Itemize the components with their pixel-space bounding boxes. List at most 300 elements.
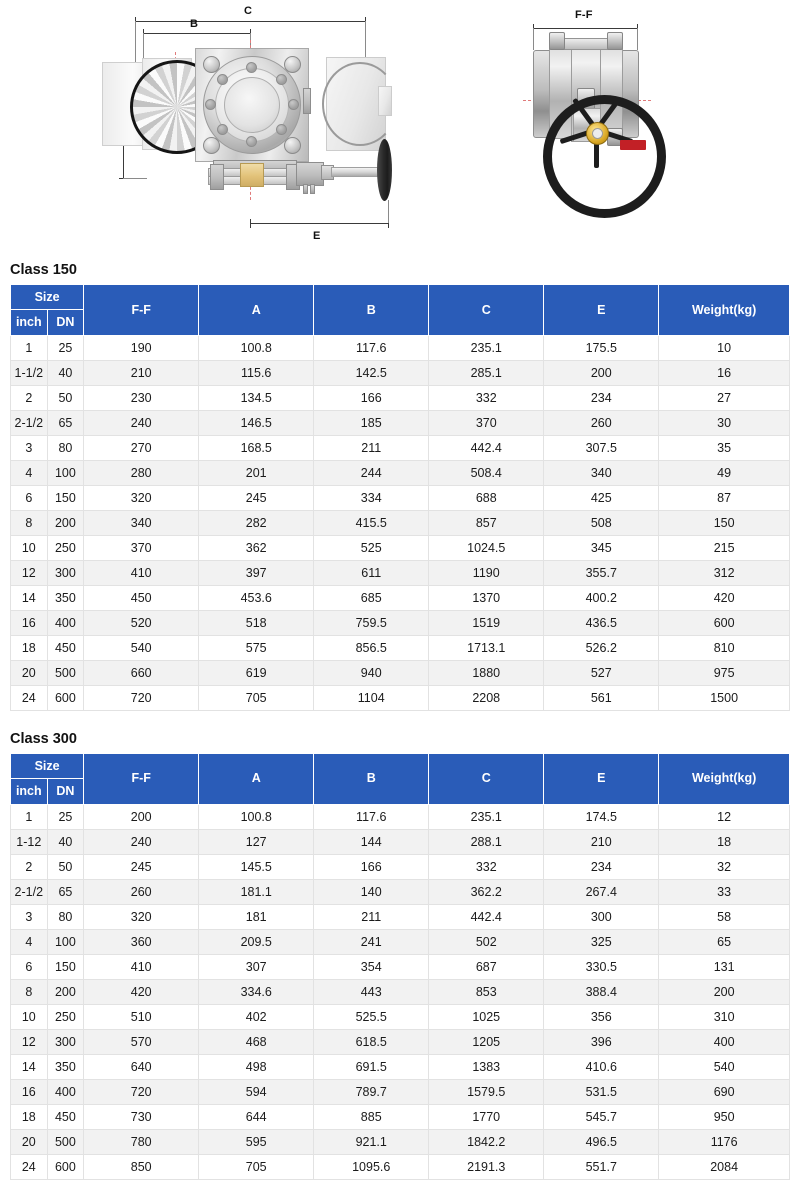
cell-weight-kg-: 215 xyxy=(659,535,790,560)
cell-inch: 1 xyxy=(11,804,48,829)
bolt-hole xyxy=(288,99,299,110)
cell-e: 436.5 xyxy=(544,610,659,635)
cell-weight-kg-: 200 xyxy=(659,979,790,1004)
table-row xyxy=(11,904,790,929)
cell-c: 1383 xyxy=(429,1054,544,1079)
cell-b: 117.6 xyxy=(314,804,429,829)
identification-tag xyxy=(620,140,646,150)
cell-weight-kg-: 310 xyxy=(659,1004,790,1029)
dimension-line-ff xyxy=(533,28,637,29)
cell-e: 400.2 xyxy=(544,585,659,610)
cell-b: 415.5 xyxy=(314,510,429,535)
cell-b: 142.5 xyxy=(314,360,429,385)
table-row xyxy=(11,660,790,685)
valve-bore xyxy=(224,77,280,133)
cell-dn: 300 xyxy=(47,560,84,585)
cell-c: 687 xyxy=(429,954,544,979)
dimension-label-e: E xyxy=(313,230,321,242)
header-dn: DN xyxy=(47,779,84,804)
cell-c: 288.1 xyxy=(429,829,544,854)
cell-dn: 50 xyxy=(47,385,84,410)
header-c: C xyxy=(429,753,544,804)
cell-dn: 250 xyxy=(47,535,84,560)
cell-f-f: 190 xyxy=(84,335,199,360)
cell-f-f: 850 xyxy=(84,1154,199,1179)
table-row xyxy=(11,854,790,879)
bolt-hole xyxy=(246,136,257,147)
cell-f-f: 780 xyxy=(84,1129,199,1154)
table-row xyxy=(11,1079,790,1104)
cell-dn: 200 xyxy=(47,979,84,1004)
cell-a: 468 xyxy=(199,1029,314,1054)
cell-a: 362 xyxy=(199,535,314,560)
table-row xyxy=(11,635,790,660)
cell-inch: 8 xyxy=(11,979,48,1004)
cell-f-f: 510 xyxy=(84,1004,199,1029)
cell-weight-kg-: 2084 xyxy=(659,1154,790,1179)
cell-inch: 1 xyxy=(11,335,48,360)
cell-a: 201 xyxy=(199,460,314,485)
dimension-line-e xyxy=(250,223,388,224)
cell-c: 442.4 xyxy=(429,435,544,460)
cell-dn: 80 xyxy=(47,904,84,929)
cell-e: 388.4 xyxy=(544,979,659,1004)
cell-e: 345 xyxy=(544,535,659,560)
cell-a: 402 xyxy=(199,1004,314,1029)
dim-tick-e-left xyxy=(250,219,251,228)
cell-e: 200 xyxy=(544,360,659,385)
table-row xyxy=(11,510,790,535)
header-b: B xyxy=(314,285,429,336)
cell-a: 115.6 xyxy=(199,360,314,385)
class-150-table xyxy=(10,284,790,711)
cell-f-f: 570 xyxy=(84,1029,199,1054)
header-weight: Weight(kg) xyxy=(659,753,790,804)
cell-b: 354 xyxy=(314,954,429,979)
cell-c: 370 xyxy=(429,410,544,435)
cell-c: 688 xyxy=(429,485,544,510)
table-row xyxy=(11,954,790,979)
cell-c: 1025 xyxy=(429,1004,544,1029)
header-b: B xyxy=(314,753,429,804)
cell-dn: 350 xyxy=(47,585,84,610)
cell-b: 443 xyxy=(314,979,429,1004)
cell-dn: 500 xyxy=(47,1129,84,1154)
cell-a: 307 xyxy=(199,954,314,979)
class-150-table-head xyxy=(11,285,790,336)
header-row-group xyxy=(11,285,790,310)
cell-b: 166 xyxy=(314,385,429,410)
cell-e: 410.6 xyxy=(544,1054,659,1079)
cell-f-f: 240 xyxy=(84,410,199,435)
cell-weight-kg-: 30 xyxy=(659,410,790,435)
cell-b: 241 xyxy=(314,929,429,954)
cell-inch: 2-1/2 xyxy=(11,410,48,435)
header-inch: inch xyxy=(11,310,48,335)
cell-weight-kg-: 1176 xyxy=(659,1129,790,1154)
header-a: A xyxy=(199,753,314,804)
cell-b: 940 xyxy=(314,660,429,685)
cell-c: 285.1 xyxy=(429,360,544,385)
cell-e: 234 xyxy=(544,385,659,410)
cell-f-f: 210 xyxy=(84,360,199,385)
table-row xyxy=(11,1004,790,1029)
cell-f-f: 230 xyxy=(84,385,199,410)
dimension-label-ff: F-F xyxy=(575,9,593,21)
cell-f-f: 360 xyxy=(84,929,199,954)
cell-inch: 2-1/2 xyxy=(11,879,48,904)
table-row xyxy=(11,385,790,410)
cell-c: 1519 xyxy=(429,610,544,635)
cell-dn: 80 xyxy=(47,435,84,460)
cell-inch: 8 xyxy=(11,510,48,535)
cell-b: 117.6 xyxy=(314,335,429,360)
cell-dn: 150 xyxy=(47,954,84,979)
table-row xyxy=(11,685,790,710)
gear-pin-b xyxy=(310,184,315,194)
cell-weight-kg-: 400 xyxy=(659,1029,790,1054)
cell-dn: 250 xyxy=(47,1004,84,1029)
cell-b: 525 xyxy=(314,535,429,560)
table-row xyxy=(11,1054,790,1079)
cell-a: 705 xyxy=(199,685,314,710)
cell-f-f: 370 xyxy=(84,535,199,560)
cell-c: 508.4 xyxy=(429,460,544,485)
cell-inch: 18 xyxy=(11,1104,48,1129)
cell-a: 100.8 xyxy=(199,804,314,829)
seat-lug xyxy=(378,86,392,116)
cell-e: 551.7 xyxy=(544,1154,659,1179)
cell-inch: 24 xyxy=(11,1154,48,1179)
cell-e: 527 xyxy=(544,660,659,685)
handwheel-edge-view xyxy=(377,139,392,201)
cell-e: 174.5 xyxy=(544,804,659,829)
cell-dn: 500 xyxy=(47,660,84,685)
cell-dn: 450 xyxy=(47,1104,84,1129)
cell-c: 1842.2 xyxy=(429,1129,544,1154)
tie-nut-left xyxy=(549,32,565,50)
table-row xyxy=(11,485,790,510)
cell-a: 209.5 xyxy=(199,929,314,954)
cell-inch: 4 xyxy=(11,460,48,485)
dimension-line-c xyxy=(135,21,365,22)
cell-f-f: 320 xyxy=(84,904,199,929)
cell-inch: 1-1/2 xyxy=(11,360,48,385)
cell-inch: 6 xyxy=(11,485,48,510)
cell-inch: 3 xyxy=(11,435,48,460)
cell-f-f: 730 xyxy=(84,1104,199,1129)
cell-inch: 14 xyxy=(11,585,48,610)
cell-c: 442.4 xyxy=(429,904,544,929)
cell-inch: 3 xyxy=(11,904,48,929)
table-row xyxy=(11,929,790,954)
cell-weight-kg-: 1500 xyxy=(659,685,790,710)
cell-f-f: 270 xyxy=(84,435,199,460)
dimension-label-c: C xyxy=(244,5,253,17)
cell-f-f: 240 xyxy=(84,829,199,854)
cell-weight-kg-: 131 xyxy=(659,954,790,979)
class-300-table-head xyxy=(11,753,790,804)
cell-a: 181.1 xyxy=(199,879,314,904)
cell-b: 211 xyxy=(314,435,429,460)
cell-f-f: 520 xyxy=(84,610,199,635)
cell-f-f: 410 xyxy=(84,560,199,585)
class-150-table-body xyxy=(11,335,790,710)
cell-dn: 150 xyxy=(47,485,84,510)
cell-b: 618.5 xyxy=(314,1029,429,1054)
cell-c: 332 xyxy=(429,385,544,410)
cell-weight-kg-: 10 xyxy=(659,335,790,360)
cell-a: 518 xyxy=(199,610,314,635)
cell-inch: 12 xyxy=(11,560,48,585)
brass-indicator-block xyxy=(240,163,264,187)
actuator-bracket-left xyxy=(210,164,224,190)
header-e: E xyxy=(544,753,659,804)
cell-e: 496.5 xyxy=(544,1129,659,1154)
cell-b: 185 xyxy=(314,410,429,435)
dimension-label-b: B xyxy=(190,18,199,30)
cell-a: 168.5 xyxy=(199,435,314,460)
cell-weight-kg-: 32 xyxy=(659,854,790,879)
header-a: A xyxy=(199,285,314,336)
cell-c: 1370 xyxy=(429,585,544,610)
cell-inch: 12 xyxy=(11,1029,48,1054)
cell-inch: 24 xyxy=(11,685,48,710)
cell-e: 425 xyxy=(544,485,659,510)
cell-e: 307.5 xyxy=(544,435,659,460)
header-row-group xyxy=(11,753,790,778)
cell-weight-kg-: 150 xyxy=(659,510,790,535)
cell-f-f: 450 xyxy=(84,585,199,610)
cell-b: 789.7 xyxy=(314,1079,429,1104)
header-inch: inch xyxy=(11,779,48,804)
cell-a: 245 xyxy=(199,485,314,510)
cell-b: 525.5 xyxy=(314,1004,429,1029)
cell-a: 127 xyxy=(199,829,314,854)
class-300-title: Class 300 xyxy=(10,730,77,747)
cell-weight-kg-: 65 xyxy=(659,929,790,954)
cell-weight-kg-: 18 xyxy=(659,829,790,854)
cell-dn: 600 xyxy=(47,685,84,710)
valve-side-view-drawing xyxy=(515,0,730,240)
cell-dn: 65 xyxy=(47,879,84,904)
bolt-hole xyxy=(217,74,228,85)
cell-weight-kg-: 35 xyxy=(659,435,790,460)
cell-dn: 450 xyxy=(47,635,84,660)
cell-weight-kg-: 950 xyxy=(659,1104,790,1129)
cell-weight-kg-: 312 xyxy=(659,560,790,585)
cell-inch: 14 xyxy=(11,1054,48,1079)
cell-a: 594 xyxy=(199,1079,314,1104)
cell-e: 340 xyxy=(544,460,659,485)
cell-inch: 16 xyxy=(11,610,48,635)
table-row xyxy=(11,610,790,635)
cell-weight-kg-: 33 xyxy=(659,879,790,904)
bolt-hole xyxy=(246,62,257,73)
cell-c: 2208 xyxy=(429,685,544,710)
cell-a: 705 xyxy=(199,1154,314,1179)
cell-a: 181 xyxy=(199,904,314,929)
cell-b: 1104 xyxy=(314,685,429,710)
cell-e: 330.5 xyxy=(544,954,659,979)
cell-c: 1880 xyxy=(429,660,544,685)
cell-weight-kg-: 810 xyxy=(659,635,790,660)
cell-a: 397 xyxy=(199,560,314,585)
table-row xyxy=(11,460,790,485)
cell-e: 325 xyxy=(544,929,659,954)
cell-b: 244 xyxy=(314,460,429,485)
cell-dn: 350 xyxy=(47,1054,84,1079)
ext-line-a-bottom xyxy=(123,178,147,179)
cell-c: 2191.3 xyxy=(429,1154,544,1179)
cell-b: 140 xyxy=(314,879,429,904)
header-c: C xyxy=(429,285,544,336)
cell-e: 356 xyxy=(544,1004,659,1029)
table-row xyxy=(11,829,790,854)
cell-a: 575 xyxy=(199,635,314,660)
cell-e: 355.7 xyxy=(544,560,659,585)
cell-dn: 200 xyxy=(47,510,84,535)
cell-inch: 6 xyxy=(11,954,48,979)
cell-f-f: 280 xyxy=(84,460,199,485)
cell-f-f: 640 xyxy=(84,1054,199,1079)
cell-b: 611 xyxy=(314,560,429,585)
cell-weight-kg-: 58 xyxy=(659,904,790,929)
table-row xyxy=(11,1029,790,1054)
cell-e: 234 xyxy=(544,854,659,879)
cell-c: 235.1 xyxy=(429,335,544,360)
cell-c: 857 xyxy=(429,510,544,535)
cell-c: 1205 xyxy=(429,1029,544,1054)
table-row xyxy=(11,804,790,829)
cell-a: 145.5 xyxy=(199,854,314,879)
table-row xyxy=(11,1104,790,1129)
cell-weight-kg-: 87 xyxy=(659,485,790,510)
cell-b: 1095.6 xyxy=(314,1154,429,1179)
header-size-group: Size xyxy=(11,285,84,310)
cell-inch: 1-12 xyxy=(11,829,48,854)
ext-line-ff-left xyxy=(533,28,534,50)
cell-c: 1713.1 xyxy=(429,635,544,660)
gear-housing xyxy=(296,162,324,186)
cell-dn: 400 xyxy=(47,610,84,635)
cell-weight-kg-: 975 xyxy=(659,660,790,685)
cell-inch: 2 xyxy=(11,385,48,410)
cell-e: 531.5 xyxy=(544,1079,659,1104)
section-spacer xyxy=(0,711,800,731)
cell-f-f: 260 xyxy=(84,879,199,904)
cell-c: 853 xyxy=(429,979,544,1004)
cell-dn: 40 xyxy=(47,360,84,385)
cell-dn: 40 xyxy=(47,829,84,854)
cell-a: 498 xyxy=(199,1054,314,1079)
header-size-group: Size xyxy=(11,753,84,778)
cell-a: 644 xyxy=(199,1104,314,1129)
dimension-line-b xyxy=(143,33,250,34)
cell-b: 691.5 xyxy=(314,1054,429,1079)
cell-e: 260 xyxy=(544,410,659,435)
ext-line-e-right xyxy=(388,200,389,223)
class-300-table xyxy=(10,753,790,1180)
cell-e: 396 xyxy=(544,1029,659,1054)
cell-dn: 50 xyxy=(47,854,84,879)
cell-f-f: 720 xyxy=(84,1079,199,1104)
cell-b: 334 xyxy=(314,485,429,510)
class-300-section xyxy=(0,731,800,1180)
header-weight: Weight(kg) xyxy=(659,285,790,336)
cell-b: 921.1 xyxy=(314,1129,429,1154)
cell-c: 1190 xyxy=(429,560,544,585)
cell-c: 1024.5 xyxy=(429,535,544,560)
cell-f-f: 245 xyxy=(84,854,199,879)
cell-dn: 65 xyxy=(47,410,84,435)
table-row xyxy=(11,335,790,360)
cell-f-f: 320 xyxy=(84,485,199,510)
cell-e: 561 xyxy=(544,685,659,710)
table-row xyxy=(11,560,790,585)
cell-weight-kg-: 690 xyxy=(659,1079,790,1104)
table-row xyxy=(11,360,790,385)
bolt-hole xyxy=(217,124,228,135)
table-row xyxy=(11,535,790,560)
cell-f-f: 540 xyxy=(84,635,199,660)
cell-a: 619 xyxy=(199,660,314,685)
class-300-table-body xyxy=(11,804,790,1179)
body-side-lug xyxy=(303,88,311,114)
table-row xyxy=(11,979,790,1004)
class-150-title: Class 150 xyxy=(10,262,77,278)
cell-b: 685 xyxy=(314,585,429,610)
cell-weight-kg-: 12 xyxy=(659,804,790,829)
cell-weight-kg-: 600 xyxy=(659,610,790,635)
bolt-hole xyxy=(205,99,216,110)
table-row xyxy=(11,879,790,904)
header-dn: DN xyxy=(47,310,84,335)
header-ff: F-F xyxy=(84,285,199,336)
cell-inch: 10 xyxy=(11,1004,48,1029)
cell-e: 267.4 xyxy=(544,879,659,904)
cell-a: 453.6 xyxy=(199,585,314,610)
cell-e: 175.5 xyxy=(544,335,659,360)
bolt-hole xyxy=(276,74,287,85)
technical-drawings xyxy=(0,0,800,262)
cell-f-f: 410 xyxy=(84,954,199,979)
table-row xyxy=(11,435,790,460)
cell-a: 100.8 xyxy=(199,335,314,360)
cell-e: 210 xyxy=(544,829,659,854)
cell-inch: 16 xyxy=(11,1079,48,1104)
cell-dn: 100 xyxy=(47,929,84,954)
cell-inch: 4 xyxy=(11,929,48,954)
cell-inch: 18 xyxy=(11,635,48,660)
cell-dn: 25 xyxy=(47,804,84,829)
cell-inch: 20 xyxy=(11,1129,48,1154)
cell-c: 1579.5 xyxy=(429,1079,544,1104)
cell-inch: 2 xyxy=(11,854,48,879)
cell-b: 759.5 xyxy=(314,610,429,635)
cell-f-f: 720 xyxy=(84,685,199,710)
tie-nut-right xyxy=(607,32,623,50)
cell-e: 300 xyxy=(544,904,659,929)
cell-dn: 600 xyxy=(47,1154,84,1179)
cell-weight-kg-: 49 xyxy=(659,460,790,485)
table-row xyxy=(11,585,790,610)
cell-dn: 400 xyxy=(47,1079,84,1104)
cell-a: 334.6 xyxy=(199,979,314,1004)
cell-weight-kg-: 540 xyxy=(659,1054,790,1079)
handwheel-hub-center xyxy=(592,128,603,139)
cell-f-f: 420 xyxy=(84,979,199,1004)
